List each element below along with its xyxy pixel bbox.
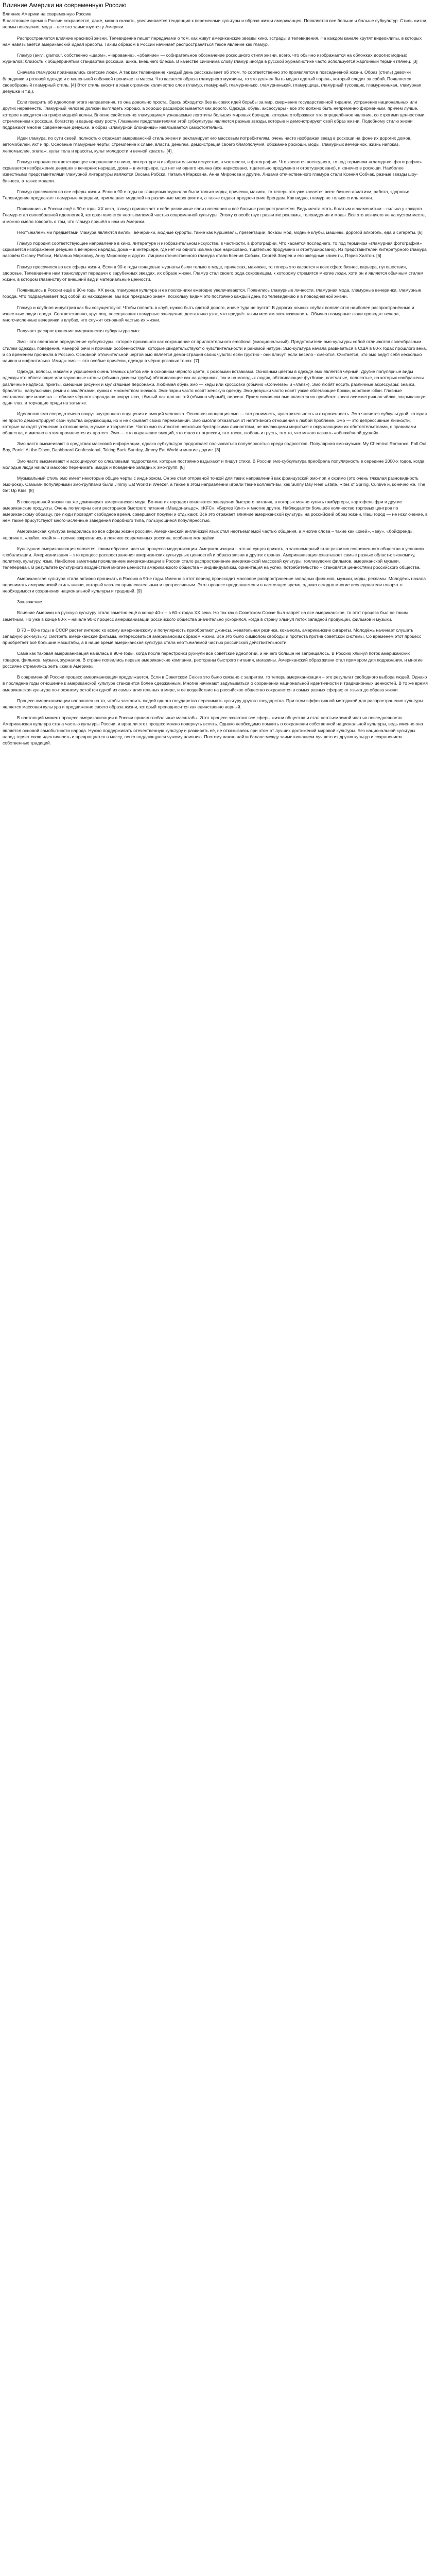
body-paragraph: Гламур породил соответствующее направление в кино, литературе и изобразительном искусстве, в частности, в фотографии. Что касается последнего, то под термином «гламурная фотография» скрывается изображение девушек в вечерних нарядах, дома – в интерьере, где нет ни одного изъяна (все нарисовано, тщательно продумано и отретушировано). Из представителей литературного гламура назовём Оксану Робски, Наталью Марковну, Анну Миронову и других. Лицами отечественного гламура стали Ксения Собчак, Сергей Зверев и его звёздные клиенты, Пэрис Хилтон. [6]	[3, 240, 427, 259]
body-paragraph: Заключение	[17, 599, 42, 605]
body-paragraph: Гламур и клубная индустрия как бы сосуществуют. Чтобы попасть в клуб, нужно быть одетой дорого, иначе туда не пустят. В дорогих ночных клубах появляются наиболее распространённые и известные люди города. Соответственно, круг лиц, посещающих гламурные заведения, достаточно узок, что придаёт таким местам эксклюзивность. Обычно гламурные люди проводят вечера, многочисленные вечеринки в клубах, что служит основной частью их жизни.	[3, 304, 414, 323]
body-paragraph: В современной России процесс американизации продолжается. Если в Советском Союзе это было связано с запретом, то теперь американизация – это результат свободного выбора людей. Однако в последние годы отношение к американской культуре становится более сдержанным. Многие начинают задумываться о сохранении национальной идентичности и традиционных ценностей. В то же время американская культура по-прежнему остаётся одной из самых влиятельных в мире, и её воздействие на российское общество сохраняется в самых разных сферах: от языка до образа жизни.	[3, 674, 428, 692]
document-title: Влияние Америки на современную Россию	[3, 2, 127, 9]
body-paragraph: Гламур (англ. glamour, собственно «шарм», «чарование», «обаяние» — собирательное обозначение роскошного стиля жизни, всего, что обычно изображается на обложках дорогих модных журналов; близость к общепринятым стандартам роскоши, шика, внешнего блеска. В качестве синонима слову гламур иногда в русской журналистике часто используется жаргонный термин глянец. [3]	[3, 53, 417, 64]
document-body	[3, 18, 428, 746]
body-paragraph: Эмо часто высмеивают в средствах массовой информации, однако субкультура продолжает пользоваться популярностью среди подростков. Популярная эмо-музыка: My Chemical Romance, Fall Out Boy, Panic! At the Disco, Dashboard Confessional, Taking Back Sunday, Jimmy Eat World и многие другие. [8]	[3, 441, 427, 453]
body-paragraph: Появившись в России ещё в 90-е годы XX века, гламурная культура и ее поклонники ежегодно увеличиваются. Появились гламурные личности, гламурная мода, гламурные вечеринки, гламурные города. Что подразумевает под собой их нахождение, мы все прекрасно знаем, поскольку видим это постоянно каждый день по телевидению и в повседневной жизни.	[3, 287, 422, 299]
body-paragraph: Гламур просочился во все сферы жизни. Если в 90-е годы на глянцевых журналах были только моды, прически, макияж, то теперь это уже касается всех: бизнес-авиатизм, работа, здоровье. Телевидение предлагает гламурные передачи, приглашает моделей на различные мероприятия, а также отдают предпочтение брендам. Как видно, гламур не только стиль жизни.	[3, 189, 411, 200]
body-paragraph: Распространяется влияние красивой жизни. Телевидение пишет передачами о том, как живут американские звезды кино, эстрады и телевидения. На каждом канале крутят видеоклипы, в которых нам навязывается американский идеал красоты. Таким образом в России начинает распространяться такое явление как гламур.	[3, 35, 422, 47]
body-paragraph: Влияние Америки на русскую культуру стало заметно ещё в конце 40-х – в 60-х годах XX века. Но так как в Советском Союзе был запрет на все американское, то этот процесс был не таким заметным. Но уже в конце 80-х – начале 90-х процесс американизации российского общества значительно ускорился, когда в страну хлынул поток западной продукции, фильмов и музыки.	[3, 610, 408, 622]
body-paragraph: Эмо часто высмеивают и ассоциируют со слезливыми подростками, которые постоянно вздыхают и пишут стихи. В России эмо-субкультура приобрела популярность в середине 2000-х годов, когда молодые люди начали массово перенимать имидж и поведение западных эмо-групп. [8]	[3, 458, 425, 470]
body-paragraph: Сначала гламуром признавались светские люди. А так как телевидение каждый день рассказывает об этом, то соответственно это проявляется в повседневной жизни. Образ (стиль) девочки блондинки в розовой одежде и с маленькой собачкой проникает в массы. Что касается образа гламурного мужчины, то это должен быть модно одетый парень, который следит за собой. Появляется своеобразный гламурный стиль. [4] Этот стиль вносит в язык огромное количество слов (гламур, гламурный, гламурненько, гламурненький, гламурщица, гламурный тусовщик, гламурненькая, гламурная девушка и т.д.).	[3, 70, 422, 94]
body-paragraph: В 70 – 80-е годы в СССР растет интерес ко всему американскому и популярность приобретают джинсы, жевательная резинка, кока-кола, американские сигареты. Молодёжь начинает слушать западную рок-музыку, смотреть американские фильмы, интересоваться американским образом жизни. Всё это было символом свободы и протеста против советской системы. Со временем этот процесс приобретает всё большие масштабы, а в наше время американская культура стала неотъемлемой частью российской действительности.	[3, 627, 422, 646]
body-paragraph: Одежда, волосы, макияж и украшения очень тёмных цветов или в основном чёрного цвета, с розовыми вставками. Основным цветом в одежде эмо является чёрный. Другие популярные виды одежды это облегающие или зауженные штаны (обычно джинсы-трубы) обтягивающие как на девушках, так и на молодых людях, обтягивающие футболки, клетчатые, полосатые, на которых изображены различные надписи, принты, смешные рисунки и мультяшные персонажи. Любимая обувь эмо — кеды или кроссовки (обычно «Converse» и «Vans»). Эмо любят носить различные аксессуары: значки, браслеты, напульсники, ремни с заклёпками, сумки с множеством значков. Эмо-парни часто носят женскую одежду. Эмо-девушки часто носят узкие облегающие брюки, короткие юбки. Главные составляющие макияжа — обилие чёрного карандаша вокруг глаз, тёмный лак для ногтей (обычно чёрный), пирсинг. Ярким символом эмо является их причёска: косая асимметричная чёлка, закрывающая один глаз, и торчащие пряди на затылке.	[3, 369, 427, 406]
body-paragraph: Гламур породил соответствующее направление в кино, литературе и изобразительном искусстве, в частности, в фотографии. Что касается последнего, то под термином «гламурная фотография» скрывается изображение девушек в вечерних нарядах, дома – в интерьере, где нет ни одного изъяна (все нарисовано, тщательно продумано и отретушировано), и конечно в роскоши. Наиболее известными представителями гламурной литературы являются Оксана Робски, Наталья Марковна, Анна Миронова и другие. Лицами отечественного гламура стали Ксения Собчак, разные звезды шоу-бизнеса, а также модели.	[3, 159, 422, 183]
body-paragraph: В настоящий момент процесс американизации в России принял глобальные масштабы. Этот процесс захватил все сферы жизни общества и стал неотъемлемой частью повседневности. Американская культура стала частью культуры России, и вряд ли этот процесс можно повернуть вспять. Однако необходимо помнить о сохранении собственной национальной культуры, ведь именно она является основой самобытности народа. Нужно поддерживать отечественную культуру и развивать её, не отказываясь при этом от лучших достижений мировой культуры. Без национальной культуры народ теряет свою идентичность и превращается в массу, легко поддающуюся чужому влиянию. Поэтому важно найти баланс между заимствованием лучшего из других культур и сохранением собственных традиций.	[3, 715, 423, 745]
body-paragraph: Процесс американизации направлен на то, чтобы заставить людей одного государства перенимать культуру другого государства. При этом эффективной методикой для распространения культуры является массовая культура и продвижение своего образа жизни, который преподносится как единственно верный.	[3, 698, 423, 709]
body-paragraph: Если говорить об идеологии этого направления, то она довольно проста. Здесь обходится без высоких идей борьбы за мир, свержение государственной тирании, устранение национальных или других неравенств. Гламурный человек должен выглядеть хорошо, а хорошо расшифровывается как дорого. Одежда, обувь, аксессуары - все это должно быть непременно фирменным, причем лучше, которое находится на грифе модной волны. Вполне свойственно гламурщикам узнаваемые логотипы больших мировых брендов, которые отображают это определённое явление, со строгими ценностями, стремлением к роскоши, богатству и карьерному росту. Главными представителями этой субкультуры являются разные звезды, которые и демонстрируют свой образ жизни. Подобному стилю жизни подражают многие современные девушки, а образ «гламурной блондинки» навязывается самостоятельно.	[3, 99, 426, 130]
body-paragraph: Американская культура стала активно проникать в Россию в 90-е годы. Именно в этот период происходит массовое распространение западных фильмов, музыки, моды, рекламы. Молодёжь начала перенимать американский стиль жизни, который казался привлекательным и прогрессивным. Этот процесс продолжается и в настоящее время, однако сегодня многие исследователи говорят о необходимости сохранения национальной культуры и традиций. [9]	[3, 575, 426, 594]
body-paragraph: Культурная американизация является, таким образом, частью процесса модернизации. Американизация – это не сущая прихоть, а закономерный этап развития современного общества в условиях глобализации. Американизация – это процесс распространения американских культурных ценностей и образа жизни в других странах. Американизация охватывает самые разные области: экономику, политику, культуру, язык. Наиболее заметным проявлением американизации в России стало распространение американской массовой культуры: голливудских фильмов, американской музыки, телепередач. В результате культурного воздействия многие ценности американского общества – индивидуализм, ориентация на успех, потребительство – становятся ценностями российского общества.	[3, 546, 425, 570]
body-paragraph: Сама как таковая американизация началась в 90-е годы, когда после перестройки рухнули все советские идеологии, и ничего больше не запрещалось. В Россию хлынул поток американских товаров, фильмов, музыки, журналов. В стране появились первые американские компании, рестораны быстрого питания, магазины. Американский образ жизни стал примером для подражания, и многие россияне стремились жить «как в Америке».	[3, 651, 423, 669]
body-paragraph: Гламур просочился во все сферы жизни. Если в 90-е годы глянцевые журналы были только о моде, прическах, макияже, то теперь это касается и всех сфер: бизнес, карьера, путешествия, здоровье. Телевидение нам транслирует передачи о зарубежных звездах, их образе жизни. Гламур стал своего рода сокровищем, к которому стремятся многие люди, хотя он и является обычным стилем жизни, в котором главенствуют внешний вид и материальные ценности.	[3, 264, 424, 282]
body-paragraph: Идеология эмо сосредоточена вокруг внутреннего ощущения и эмоций человека. Основная концепция эмо — это ранимость, чувствительность и откровенность. Эмо является субкультурой, которая не просто демонстрирует свои чувства окружающим, но и не скрывает своих переживаний. Эмо смогли отказаться от негативного отношения к любой проблеме. Эмо — это депрессивные личности, которые находят утешение в отношениях, музыке и творчестве. Часто эмо считаются несколько бунтарскими личностями, не желающими мириться с окружающими их обстоятельствами, с правилами общества, и именно в этом проявляется их протест. Эмо — это выражение эмоций, это отказ от агрессии, это тоска, любовь и грусть, это то, что можно назвать «обнажённой душой».	[3, 411, 427, 435]
body-paragraph: Музыкальный стиль эмо имеет некоторые общие черты с инди-роком. Он же стал отправной точкой для таких направлений как французский эмо-поп и скримо (это очень тяжелая разновидность эмо-рока). Самыми популярными эмо-группами были Jimmy Eat World и Weezer, а также в этом направлении играли такие коллективы, как Sunny Day Real Estate, Rites of Spring, Cursive и, конечно же, The Get Up Kids. [8]	[3, 476, 426, 494]
body-paragraph: Получает распространение американская субкультура эмо:	[17, 328, 140, 334]
body-paragraph: Эмо - это сленговое определение субкультуры, которое произошло как сокращение от прилагательного emotional (эмоциональный). Представители эмо-культуры собой отличаются своеобразным стилем одежды, поведения, манерой речи и прочими особенностями, которые свидетельствуют о чувствительности и ранимой натуре. Эмо-культура начала развиваться в США в 80-х годах прошлого века, и со временем проникла в Россию. Основной отличительной чертой эмо является демонстрация своих чувств: если грустно - они плачут, если весело - смеются. Считается, что эмо ведут себя несколько наивно и инфантильно. Имидж эмо — это особые причёски, одежда в чёрно-розовых тонах. [7]	[3, 339, 427, 363]
body-paragraph: В повседневной жизни так же доминирует американская мода. Во многих городах появляются заведения быстрого питания, в которых можно купить гамбургеры, картофель фри и другие американские продукты. Очень популярны сети ресторанов быстрого питания «Макдональдс», «KFC», «Бургер Кинг» и многие другие. Наблюдается большое количество торговых центров по американскому образцу, где люди проводят свободное время, совершают покупки и отдыхают. Всё это отражает влияние американской культуры на российский образ жизни. Наш город — не исключение, в нём также присутствуют многочисленные заведения подобного типа, пользующиеся популярностью.	[3, 499, 428, 523]
document-subtitle: Влияние Америки на современную Россию	[3, 11, 92, 17]
body-paragraph: Появившись в России ещё в 90-е годы XX века, гламур привлекает к себе различные слои населения и всё больше распространяется. Ведь мечта стать богатым и знаменитым – сильна у каждого. Гламур стал своеобразной идеологией, которая является неотъемлемой частью современной культуры. Этому способствует развитие рекламы, телевидения и моды. Всё это возникло не на пустом месте, и можно смело говорить о том, что гламур пришёл к нам из Америки.	[3, 206, 426, 224]
body-paragraph: В настоящее время в России сохраняется, даже, можно сказать, увеличивается тенденция к переменами культуры и образа жизни американцев. Появляется все больше и больше субкультур. Стиль жизни, нормы поведения, мода – все это заимствуется у Америки.	[3, 18, 428, 30]
document-page	[0, 0, 431, 756]
body-paragraph: Неотъемлемыми предметами гламура являются виллы, вечеринки, модные курорты, такие как Куршевель, презентации, показы мод, модные клубы, машины, дорогой алкоголь, еда и сигареты. [6]	[17, 229, 423, 235]
body-paragraph: Американская культура внедрилась во все сферы жизни россиян. Американский английский язык стал неотъемлемой частью общения, а многие слова – такие как «окей», «вау», «бойфренд», «шопинг», «лайк», «хайп» – прочно закрепились в лексике современных россиян, особенно молодёжи.	[3, 529, 414, 540]
body-paragraph: Идеи гламура, по сути своей, полностью отражает американский стиль жизни и рекламирует его массовым потребителям, очень часто изображая звезд в роскоши на фоне их дорогих домов, автомобилей, яхт и пр. Основные гламурные черты: стремление к славе, власти, деньгам, демонстрация своего благополучия, обожание роскоши, моды, гламурных вечеринок, жизнь напоказ, легкомыслие, эпатаж, культ тела и красоты, культ молодости и вечной красоты [4].	[3, 135, 412, 154]
